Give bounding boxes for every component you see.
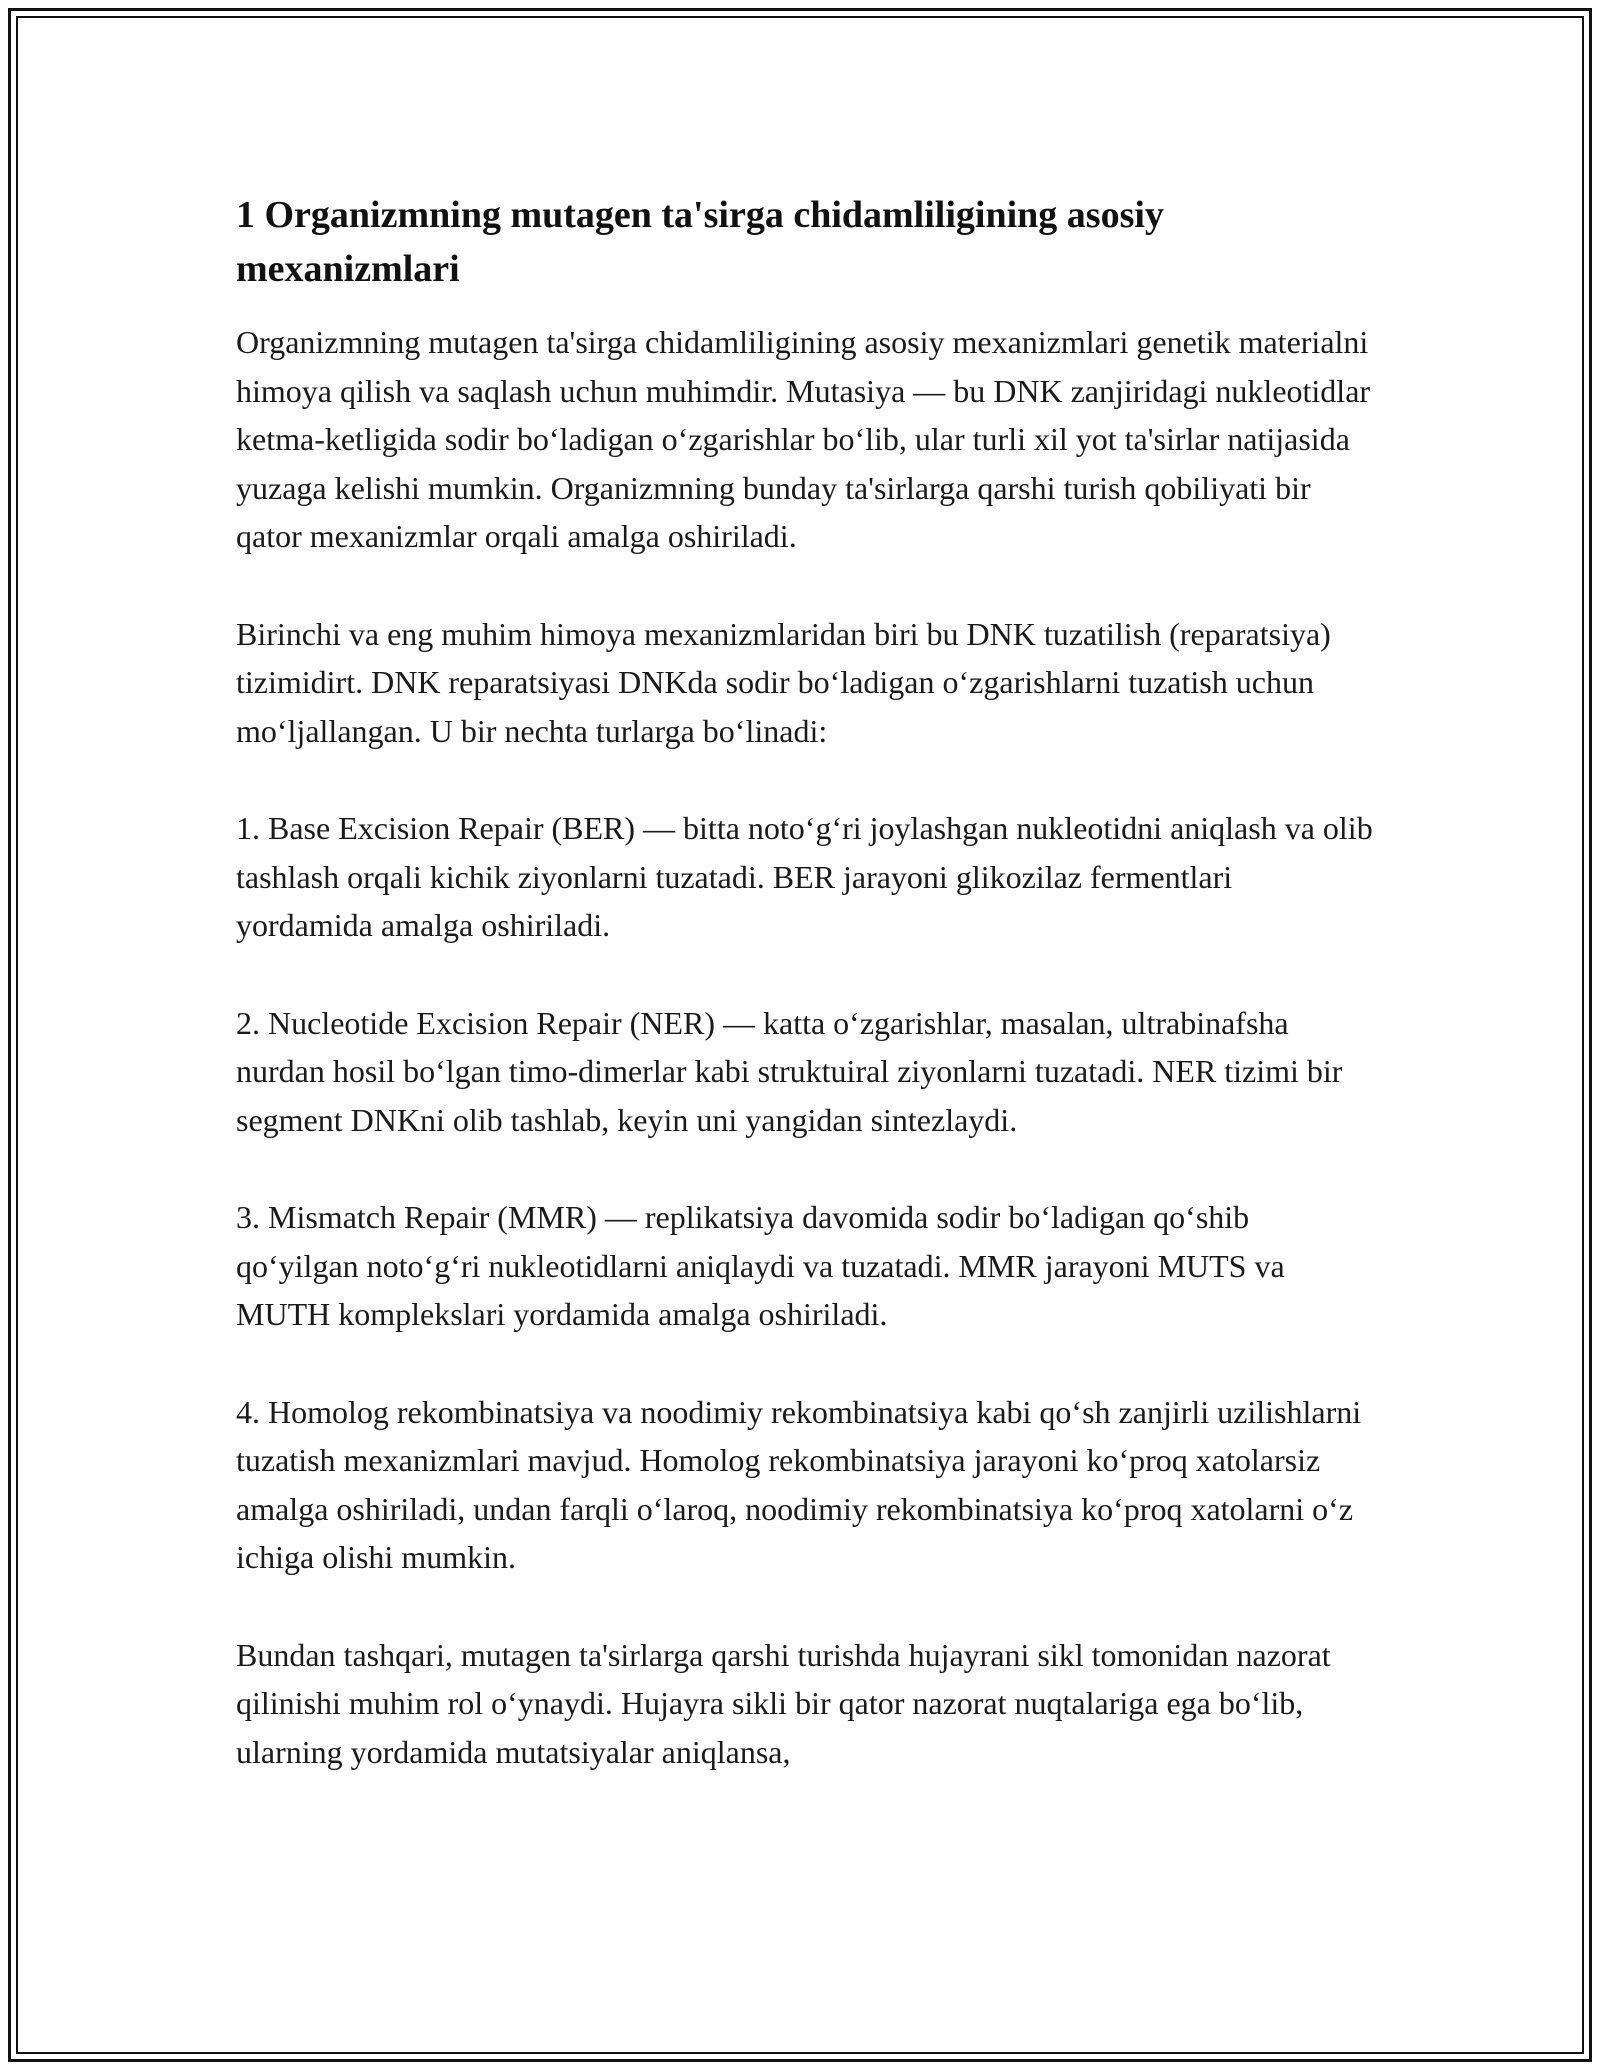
list-item-mmr: 3. Mismatch Repair (MMR) — replikatsiya davomida sodir bo‘ladigan qo‘shib qo‘yilgan noto‘g‘ri nukleotidlarni aniqlaydi va tuzatadi. MMR jarayoni MUTS va MUTH komplekslari yordamida amalga oshiriladi. bbox=[236, 1199, 1285, 1332]
paragraph-cell-cycle: Bundan tashqari, mutagen ta'sirlarga qarshi turishda hujayrani sikl tomonidan nazorat qilinishi muhim rol o‘ynaydi. Hujayra sikli bir qator nazorat nuqtalariga ega bo‘lib, ularning yordamida mutatsiyalar aniqlansa, bbox=[236, 1636, 1331, 1770]
list-item-ner: 2. Nucleotide Excision Repair (NER) — katta o‘zgarishlar, masalan, ultrabinafsha nurdan hosil bo‘lgan timo-dimerlar kabi struktuiral ziyonlarni tuzatadi. NER tizimi bir segment DNKni olib tashlab, keyin uni yangidan sintezlaydi. bbox=[236, 1004, 1343, 1138]
section-heading: 1 Organizmning mutagen ta'sirga chidamliligining asosiy mexanizmlari bbox=[236, 194, 1164, 290]
paragraph-dna-repair: Birinchi va eng muhim himoya mexanizmlaridan biri bu DNK tuzatilish (reparatsiya) tizimidirt. DNK reparatsiyasi DNKda sodir bo‘ladigan o‘zgarishlarni tuzatish uchun mo‘ljallangan. U bir nechta turlarga bo‘linadi: bbox=[236, 615, 1331, 749]
document-body bbox=[236, 188, 1376, 1825]
list-item-ber: 1. Base Excision Repair (BER) — bitta noto‘g‘ri joylashgan nukleotidni aniqlash va olib tashlash orqali kichik ziyonlarni tuzatadi. BER jarayoni glikozilaz fermentlari yordamida amalga oshiriladi. bbox=[236, 810, 1373, 943]
list-item-recombination: 4. Homolog rekombinatsiya va noodimiy rekombinatsiya kabi qo‘sh zanjirli uzilishlarni tuzatish mexanizmlari mavjud. Homolog rekombinatsiya jarayoni ko‘proq xatolarsiz amalga oshiriladi, undan farqli o‘laroq, noodimiy rekombinatsiya ko‘proq xatolarni o‘z ichiga olishi mumkin. bbox=[236, 1393, 1362, 1575]
paragraph-intro: Organizmning mutagen ta'sirga chidamliligining asosiy mexanizmlari genetik materialni himoya qilish va saqlash uchun muhimdir. Mutasiya — bu DNK zanjiridagi nukleotidlar ketma-ketligida sodir bo‘ladigan o‘zgarishlar bo‘lib, ular turli xil yot ta'sirlar natijasida yuzaga kelishi mumkin. Organizmning bunday ta'sirlarga qarshi turish qobiliyati bir qator mexanizmlar orqali amalga oshiriladi. bbox=[236, 324, 1371, 554]
